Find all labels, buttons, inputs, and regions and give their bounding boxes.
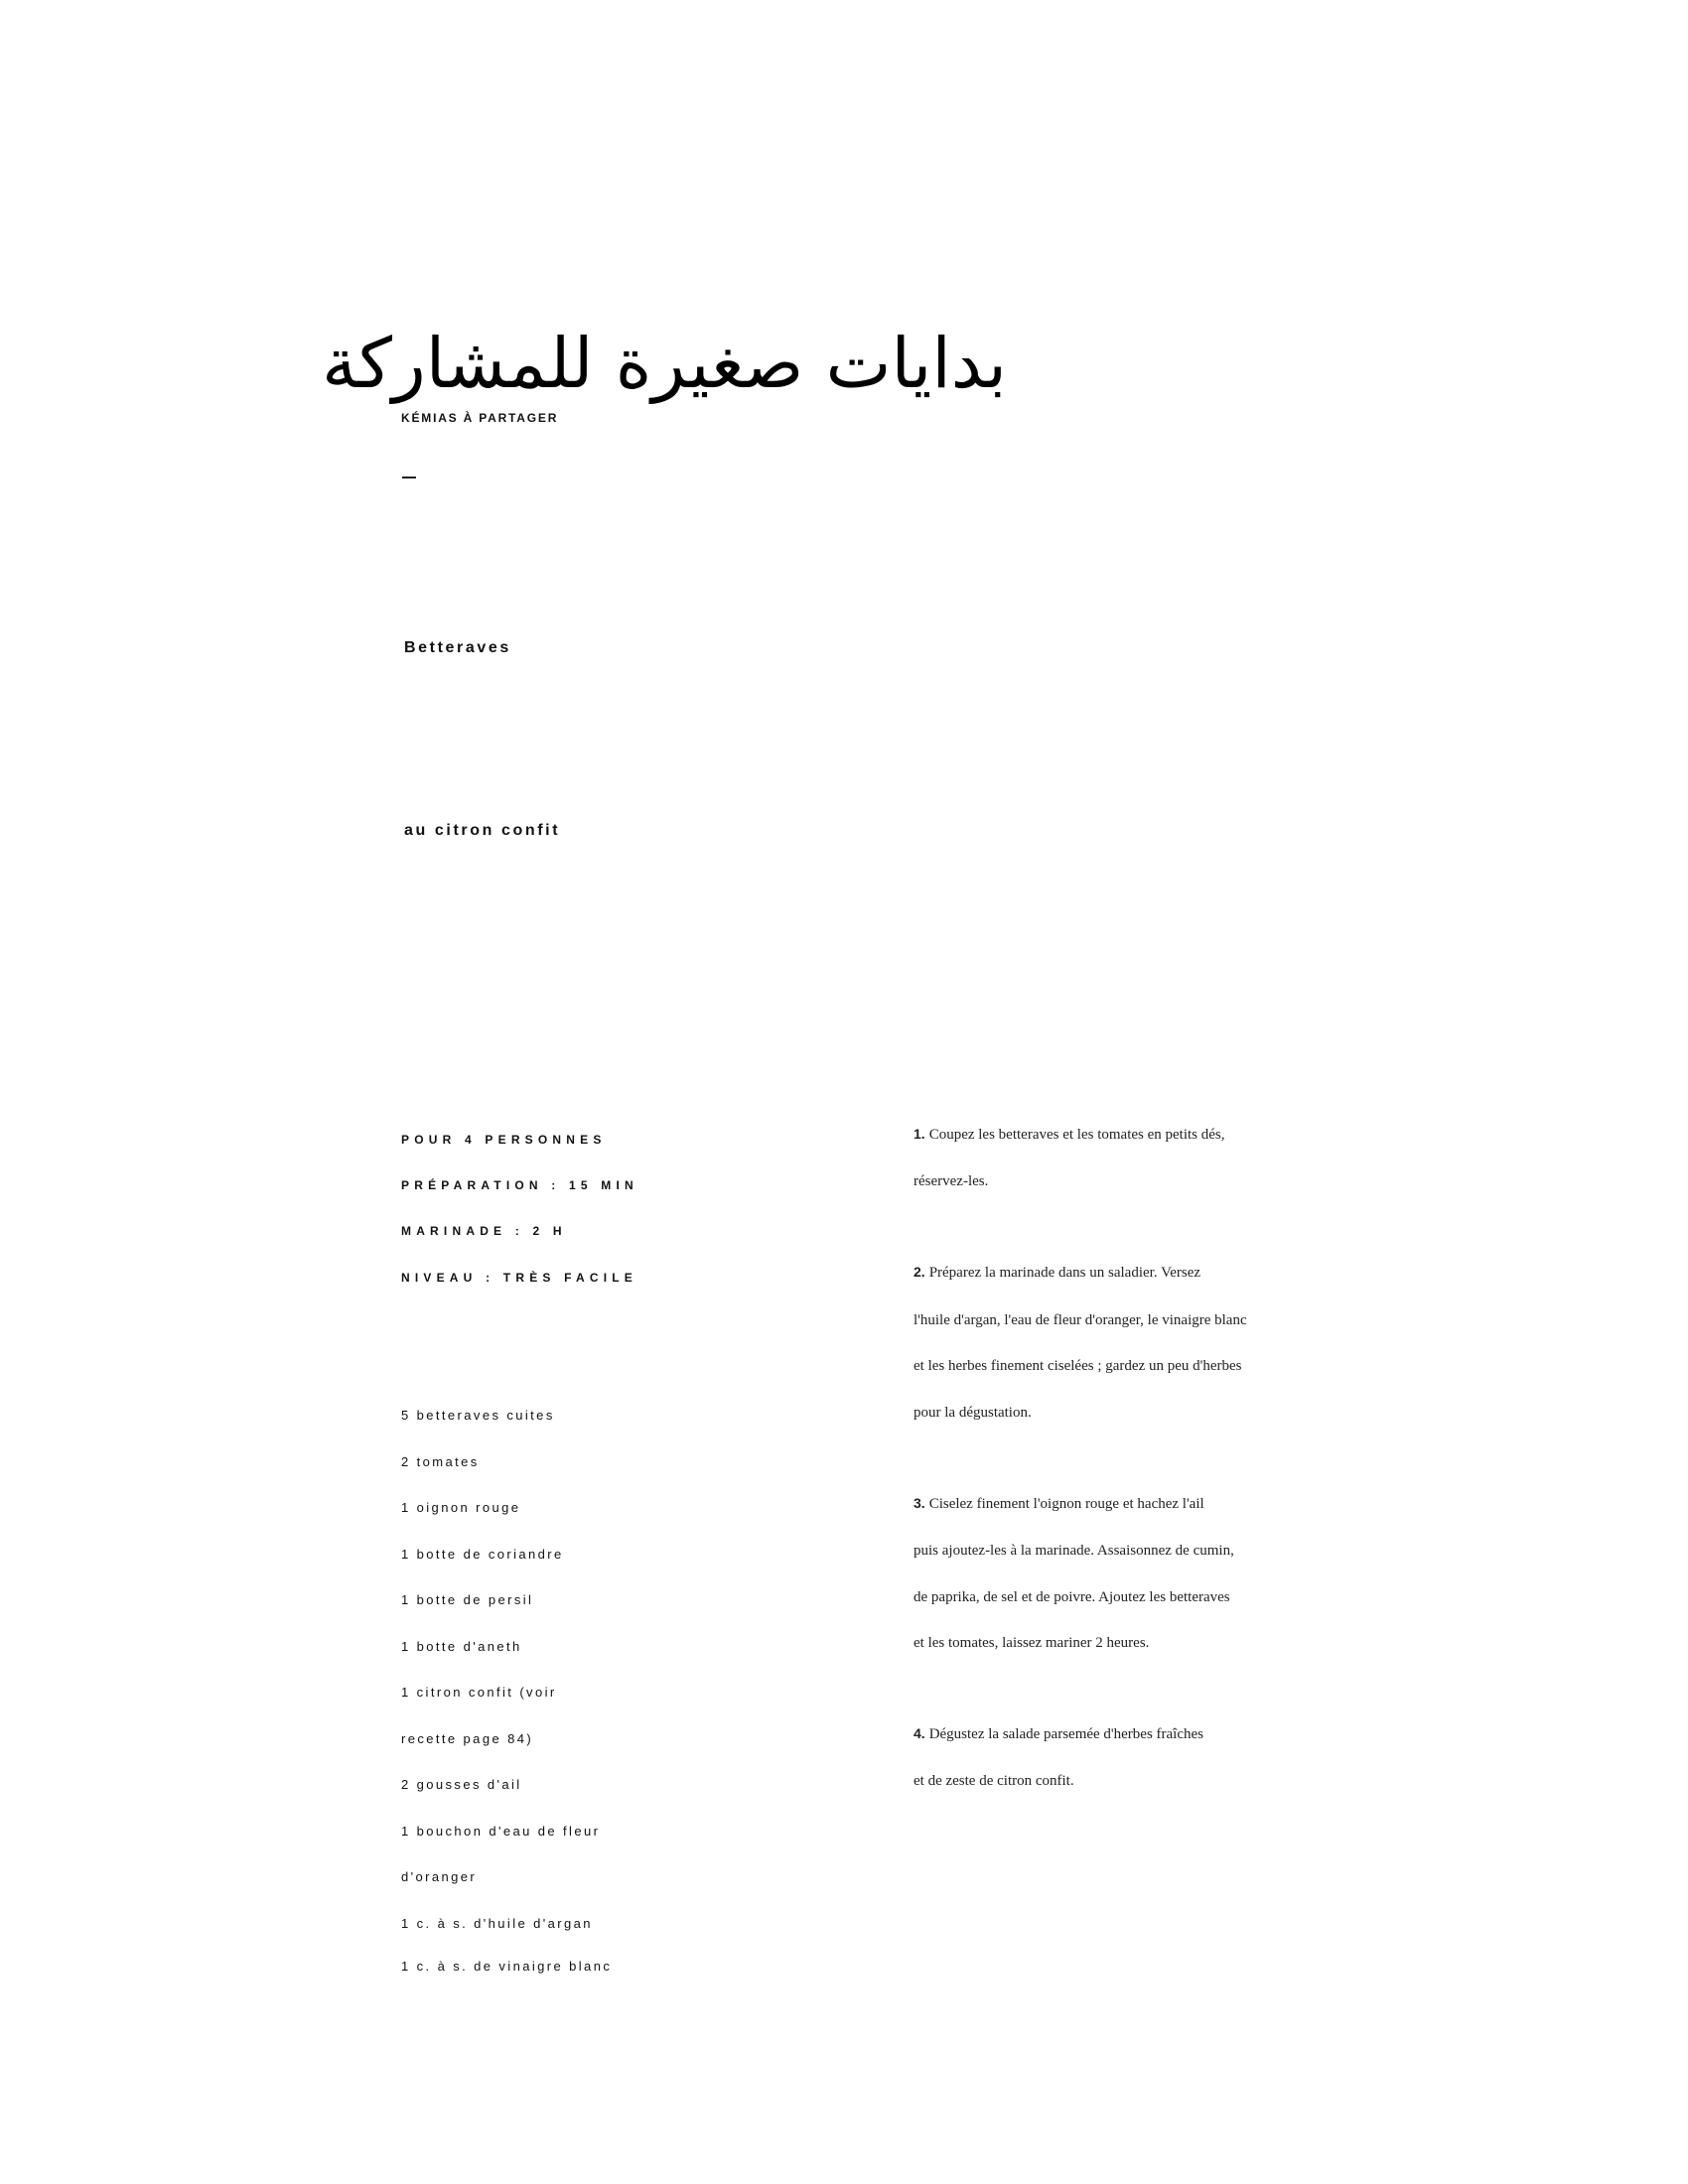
step-1-line-1	[914, 1126, 1225, 1144]
ingredient-item: 1 oignon rouge	[401, 1500, 521, 1515]
step-2-line-4: pour la dégustation.	[914, 1405, 1032, 1421]
ingredient-item: 5 betteraves cuites	[401, 1408, 555, 1423]
step-text: Préparez la marinade dans un saladier. Versez	[928, 1265, 1201, 1281]
step-3-line-3: de paprika, de sel et de poivre. Ajoutez les betteraves	[914, 1589, 1230, 1605]
ingredient-item: 1 botte de persil	[401, 1592, 534, 1607]
ingredient-item: 1 botte d'aneth	[401, 1639, 522, 1654]
ingredient-item: 1 citron confit (voir	[401, 1685, 557, 1700]
meta-level: NIVEAU : TRÈS FACILE	[401, 1271, 638, 1285]
ingredient-item: 1 botte de coriandre	[401, 1547, 564, 1562]
section-subtitle: KÉMIAS À PARTAGER	[401, 411, 559, 425]
step-3-line-1	[914, 1495, 1204, 1513]
ingredient-item: 1 c. à s. d'huile d'argan	[401, 1916, 593, 1931]
step-2-line-3: et les herbes finement ciselées ; gardez un peu d'herbes	[914, 1358, 1242, 1374]
step-2-line-1	[914, 1264, 1200, 1282]
ingredient-item: 2 gousses d'ail	[401, 1777, 522, 1792]
recipe-name-line-1: Betteraves	[404, 639, 511, 656]
arabic-title: بدايات صغيرة للمشاركة	[322, 323, 1007, 404]
step-number: 2.	[914, 1264, 925, 1280]
recipe-name-line-2: au citron confit	[404, 822, 561, 839]
meta-marinade: MARINADE : 2 H	[401, 1224, 567, 1238]
step-4-line-1	[914, 1725, 1203, 1743]
step-number: 3.	[914, 1495, 925, 1511]
ingredient-item: 1 bouchon d'eau de fleur	[401, 1824, 601, 1839]
step-3-line-2: puis ajoutez-les à la marinade. Assaisonnez de cumin,	[914, 1543, 1234, 1559]
ingredient-item: 2 tomates	[401, 1454, 480, 1469]
step-text: Coupez les betteraves et les tomates en petits dés,	[928, 1127, 1225, 1143]
meta-preparation: PRÉPARATION : 15 MIN	[401, 1178, 638, 1192]
step-2-line-2: l'huile d'argan, l'eau de fleur d'oranger, le vinaigre blanc	[914, 1312, 1247, 1328]
step-number: 1.	[914, 1126, 925, 1142]
step-text: Ciselez finement l'oignon rouge et hachez l'ail	[928, 1496, 1204, 1512]
meta-servings: POUR 4 PERSONNES	[401, 1133, 607, 1147]
ingredient-item: d'oranger	[401, 1869, 478, 1884]
ingredient-item: recette page 84)	[401, 1731, 534, 1746]
step-text: Dégustez la salade parsemée d'herbes fraîches	[928, 1726, 1204, 1742]
divider-dash	[402, 477, 416, 478]
step-4-line-2: et de zeste de citron confit.	[914, 1773, 1074, 1789]
step-3-line-4: et les tomates, laissez mariner 2 heures.	[914, 1635, 1150, 1651]
step-1-line-2: réservez-les.	[914, 1173, 989, 1189]
ingredient-item: 1 c. à s. de vinaigre blanc	[401, 1959, 613, 1974]
step-number: 4.	[914, 1725, 925, 1741]
